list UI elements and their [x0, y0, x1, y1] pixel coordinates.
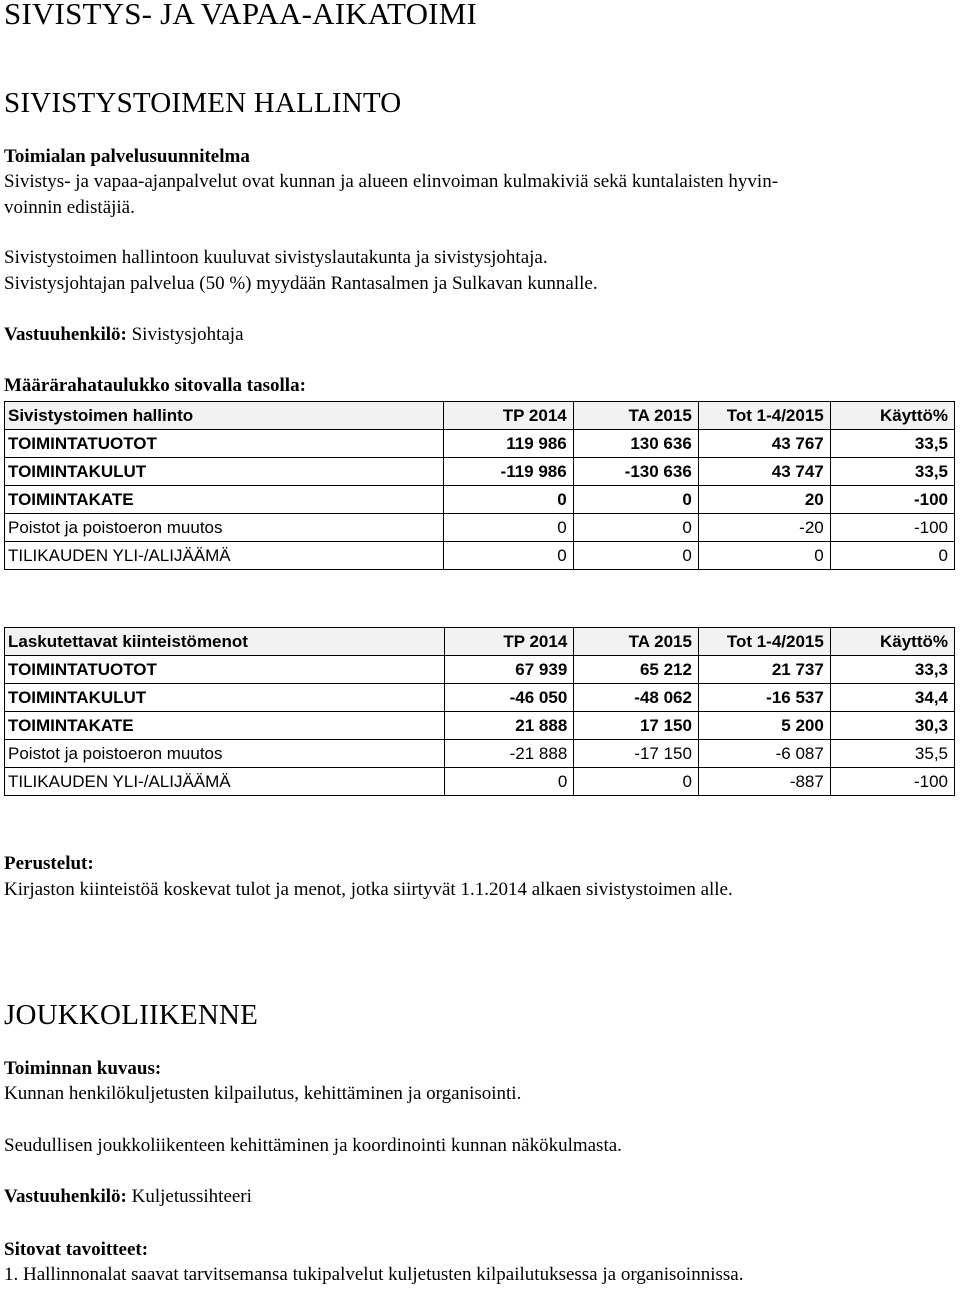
- table-cell: 43 767: [698, 430, 830, 458]
- description-text-line1: Kunnan henkilökuljetusten kilpailutus, kehittäminen ja organisointi.: [4, 1083, 522, 1104]
- table-row: [5, 712, 955, 740]
- table-row: [5, 542, 955, 570]
- table-header-cell: Käyttö%: [830, 402, 954, 430]
- table-cell: -16 537: [698, 684, 830, 712]
- service-plan-text-line2: voinnin edistäjiä.: [4, 197, 135, 218]
- administration-text-line2: Sivistysjohtajan palvelua (50 %) myydään Rantasalmen ja Sulkavan kunnalle.: [4, 273, 598, 294]
- table-cell: 21 737: [698, 656, 830, 684]
- rationale-heading: Perustelut:: [4, 853, 94, 874]
- table-cell: TOIMINTAKULUT: [5, 684, 445, 712]
- table-cell: -46 050: [444, 684, 573, 712]
- section-title-sivistystoimen-hallinto: SIVISTYSTOIMEN HALLINTO: [4, 87, 402, 119]
- table-cell: -887: [698, 768, 830, 796]
- table-cell: -17 150: [574, 740, 699, 768]
- table-cell: TOIMINTAKATE: [5, 712, 445, 740]
- table-cell: 35,5: [830, 740, 954, 768]
- table-cell: -21 888: [444, 740, 573, 768]
- table-cell: 0: [444, 486, 574, 514]
- table-cell: 33,5: [830, 430, 954, 458]
- table-row: [5, 740, 955, 768]
- table-header-cell: TP 2014: [444, 628, 573, 656]
- table-header-cell: TA 2015: [574, 628, 699, 656]
- table-cell: -6 087: [698, 740, 830, 768]
- service-plan-text-line1: Sivistys- ja vapaa-ajanpalvelut ovat kunnan ja alueen elinvoiman kulmakiviä sekä kuntalaisten hyvin-: [4, 171, 779, 192]
- table-header-row: [5, 628, 955, 656]
- table-row: [5, 514, 955, 542]
- table-row: [5, 430, 955, 458]
- section-title-joukkoliikenne: JOUKKOLIIKENNE: [4, 999, 259, 1031]
- service-plan-heading: Toimialan palvelusuunnitelma: [4, 146, 250, 167]
- table-cell: TOIMINTAKULUT: [5, 458, 444, 486]
- responsible-person-transport: [4, 1185, 252, 1209]
- responsible-value: Kuljetussihteeri: [131, 1186, 252, 1207]
- table-cell: Poistot ja poistoeron muutos: [5, 740, 445, 768]
- table-row: [5, 768, 955, 796]
- table-cell: TOIMINTATUOTOT: [5, 656, 445, 684]
- table-cell: TOIMINTAKATE: [5, 486, 444, 514]
- table-cell: -100: [830, 486, 954, 514]
- table-cell: 0: [830, 542, 954, 570]
- responsible-label: Vastuuhenkilö:: [4, 324, 127, 345]
- budget-table-sivistystoimen-hallinto: [4, 401, 955, 570]
- table-cell: 119 986: [444, 430, 574, 458]
- table-cell: -48 062: [574, 684, 699, 712]
- binding-goal-1: 1. Hallinnonalat saavat tarvitsemansa tukipalvelut kuljetusten kilpailutuksessa ja organisoinnissa.: [4, 1264, 744, 1285]
- budget-table-laskutettavat-kiinteistomenot: [4, 627, 955, 796]
- description-heading: Toiminnan kuvaus:: [4, 1058, 162, 1079]
- table-cell: 43 747: [698, 458, 830, 486]
- table-cell: 0: [444, 542, 574, 570]
- table-header-cell: TA 2015: [573, 402, 698, 430]
- table-cell: 33,5: [830, 458, 954, 486]
- table-cell: 65 212: [574, 656, 699, 684]
- table-cell: 0: [574, 768, 699, 796]
- table-cell: 0: [444, 768, 573, 796]
- table-cell: -100: [830, 514, 954, 542]
- table-cell: 17 150: [574, 712, 699, 740]
- table-header-row: [5, 402, 955, 430]
- table-cell: -130 636: [573, 458, 698, 486]
- table-cell: -20: [698, 514, 830, 542]
- table-row: [5, 486, 955, 514]
- budget-table-heading: Määrärahataulukko sitovalla tasolla:: [4, 375, 306, 396]
- table-cell: 0: [573, 514, 698, 542]
- responsible-value: Sivistysjohtaja: [131, 324, 244, 345]
- table-cell: 67 939: [444, 656, 573, 684]
- description-text-line2: Seudullisen joukkoliikenteen kehittäminen ja koordinointi kunnan näkökulmasta.: [4, 1135, 622, 1156]
- table-header-cell: Sivistystoimen hallinto: [5, 402, 444, 430]
- table-cell: TILIKAUDEN YLI-/ALIJÄÄMÄ: [5, 768, 445, 796]
- table-cell: 5 200: [698, 712, 830, 740]
- table-header-cell: TP 2014: [444, 402, 574, 430]
- table-cell: 0: [444, 514, 574, 542]
- table-header-cell: Käyttö%: [830, 628, 954, 656]
- table-cell: TOIMINTATUOTOT: [5, 430, 444, 458]
- table-row: [5, 684, 955, 712]
- table-cell: TILIKAUDEN YLI-/ALIJÄÄMÄ: [5, 542, 444, 570]
- table-row: [5, 656, 955, 684]
- table-header-cell: Tot 1-4/2015: [698, 402, 830, 430]
- table-cell: 0: [573, 542, 698, 570]
- table-cell: 34,4: [830, 684, 954, 712]
- administration-text-line1: Sivistystoimen hallintoon kuuluvat sivistyslautakunta ja sivistysjohtaja.: [4, 247, 548, 268]
- page-title: SIVISTYS- JA VAPAA-AIKATOIMI: [4, 0, 477, 31]
- binding-goals-heading: Sitovat tavoitteet:: [4, 1239, 149, 1260]
- table-cell: 30,3: [830, 712, 954, 740]
- table-header-cell: Laskutettavat kiinteistömenot: [5, 628, 445, 656]
- table-header-cell: Tot 1-4/2015: [698, 628, 830, 656]
- table-cell: 21 888: [444, 712, 573, 740]
- responsible-label: Vastuuhenkilö:: [4, 1186, 127, 1207]
- responsible-person: [4, 323, 244, 347]
- table-cell: 130 636: [573, 430, 698, 458]
- rationale-text: Kirjaston kiinteistöä koskevat tulot ja menot, jotka siirtyvät 1.1.2014 alkaen sivistystoimen alle.: [4, 879, 733, 900]
- table-cell: 0: [698, 542, 830, 570]
- table-cell: 20: [698, 486, 830, 514]
- table-cell: -119 986: [444, 458, 574, 486]
- table-cell: -100: [830, 768, 954, 796]
- table-row: [5, 458, 955, 486]
- table-cell: 0: [573, 486, 698, 514]
- table-cell: Poistot ja poistoeron muutos: [5, 514, 444, 542]
- table-cell: 33,3: [830, 656, 954, 684]
